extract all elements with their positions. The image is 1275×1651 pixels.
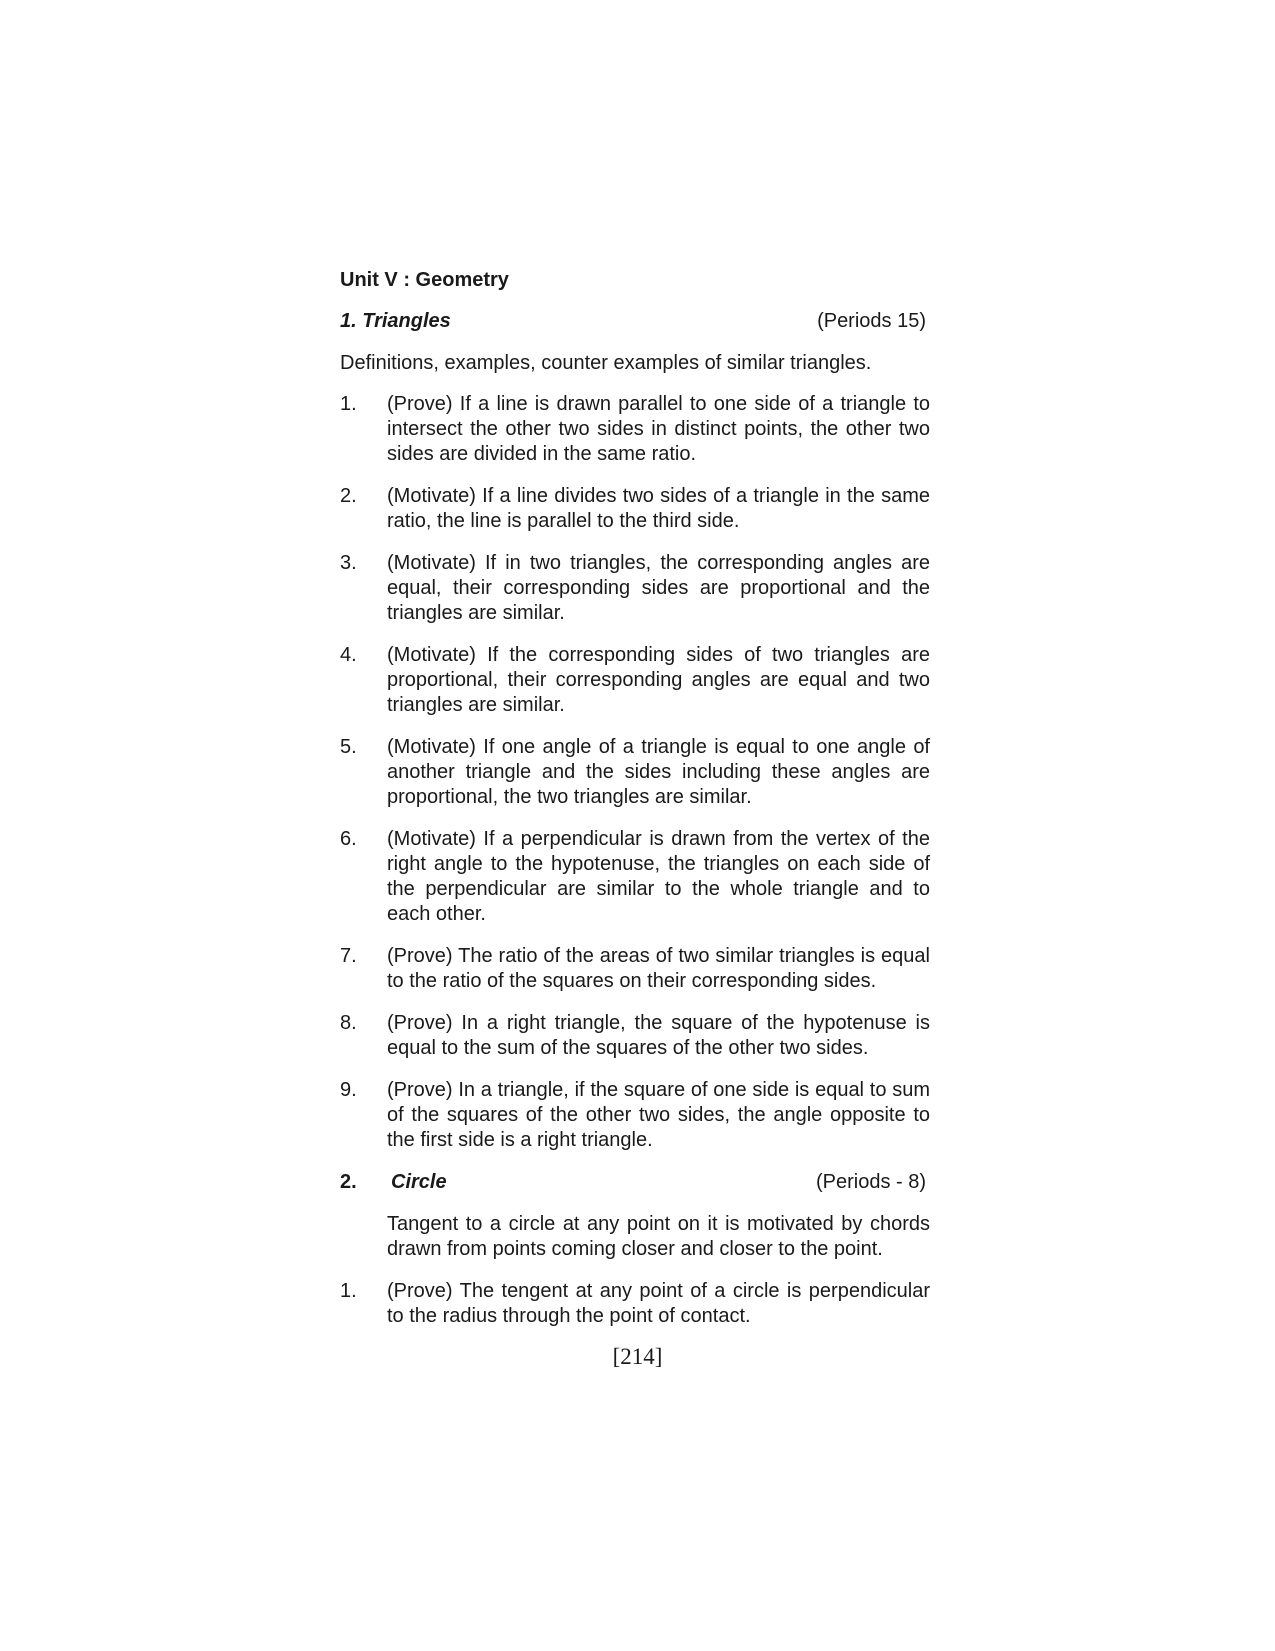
section-periods: (Periods - 8)	[815, 1171, 926, 1193]
item-text: (Prove) The tengent at any point of a circle is perpendicular to the radius through the point of contact.	[387, 1280, 930, 1327]
list-item	[340, 1011, 930, 1061]
unit-title: Unit V : Geometry	[340, 269, 509, 291]
list-item	[340, 392, 930, 467]
item-text: (Motivate) If a perpendicular is drawn from the vertex of the right angle to the hypotenuse, the triangles on each side of the perpendicular are similar to the whole triangle and to each other.	[387, 828, 930, 925]
list-item	[340, 1279, 930, 1329]
list-item	[340, 735, 930, 810]
list-item	[340, 551, 930, 626]
item-number: 1.	[340, 393, 357, 415]
item-text: (Motivate) If the corresponding sides of two triangles are proportional, their corresponding angles are equal and two triangles are similar.	[387, 644, 930, 716]
page-number: [214]	[612, 1344, 663, 1369]
item-number: 8.	[340, 1012, 357, 1034]
section-periods: (Periods 15)	[817, 310, 926, 332]
section-title: 1. Triangles	[340, 310, 451, 332]
item-text: (Motivate) If a line divides two sides of a triangle in the same ratio, the line is parallel to the third side.	[387, 485, 930, 532]
item-text: (Motivate) If in two triangles, the corresponding angles are equal, their corresponding sides are proportional and the triangles are similar.	[387, 552, 930, 624]
item-number: 3.	[340, 552, 357, 574]
list-item	[340, 484, 930, 534]
list-item	[340, 944, 930, 994]
item-number: 6.	[340, 828, 357, 850]
list-item	[340, 827, 930, 927]
section-intro: Definitions, examples, counter examples of similar triangles.	[340, 352, 872, 374]
item-text: (Prove) The ratio of the areas of two similar triangles is equal to the ratio of the squares on their corresponding sides.	[387, 945, 930, 992]
section-intro: Tangent to a circle at any point on it is motivated by chords drawn from points coming closer and closer to the point.	[387, 1213, 930, 1260]
section-circle-heading	[340, 1170, 930, 1195]
page-content	[340, 268, 930, 1346]
item-text: (Prove) If a line is drawn parallel to one side of a triangle to intersect the other two sides in distinct points, the other two sides are divided in the same ratio.	[387, 393, 930, 465]
item-text: (Motivate) If one angle of a triangle is equal to one angle of another triangle and the sides including these angles are proportional, the two triangles are similar.	[387, 736, 930, 808]
item-number: 1.	[340, 1280, 357, 1302]
list-item	[340, 643, 930, 718]
item-number: 7.	[340, 945, 357, 967]
item-number: 2.	[340, 485, 357, 507]
section-title: Circle	[391, 1171, 447, 1193]
item-number: 9.	[340, 1079, 357, 1101]
item-number: 4.	[340, 644, 357, 666]
item-text: (Prove) In a triangle, if the square of one side is equal to sum of the squares of the other two sides, the angle opposite to the first side is a right triangle.	[387, 1079, 930, 1151]
item-text: (Prove) In a right triangle, the square of the hypotenuse is equal to the sum of the squares of the other two sides.	[387, 1012, 930, 1059]
item-number: 5.	[340, 736, 357, 758]
section-number: 2.	[340, 1171, 357, 1193]
list-item	[340, 1078, 930, 1153]
section-triangles-heading	[340, 309, 930, 334]
